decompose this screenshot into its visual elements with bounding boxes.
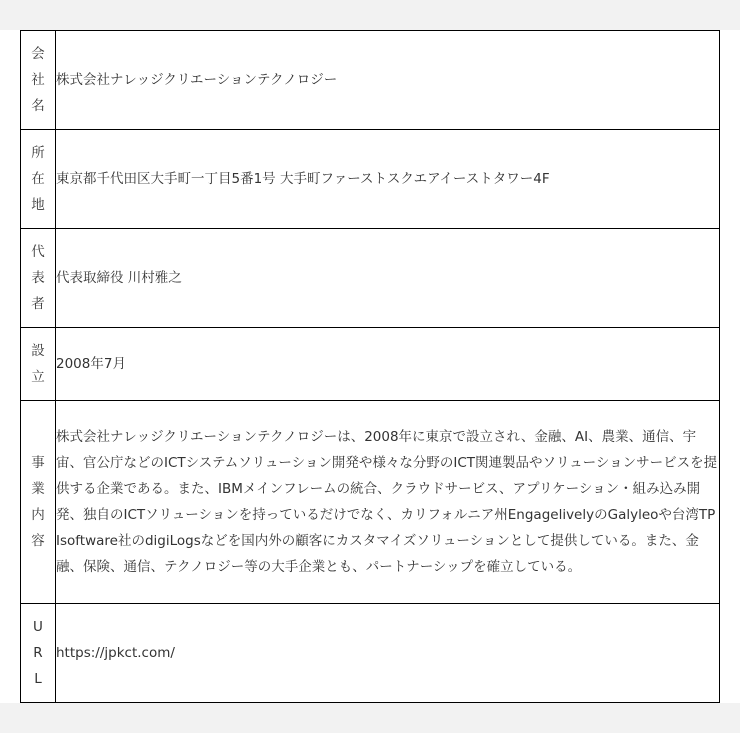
company-info-table xyxy=(20,30,720,703)
row-label: 所在地 xyxy=(31,145,45,213)
representative-value: 代表取締役 川村雅之 xyxy=(56,229,720,328)
row-label: 設立 xyxy=(31,343,45,385)
table-row-address xyxy=(21,130,720,229)
row-label-cell xyxy=(21,328,56,401)
row-label-cell xyxy=(21,604,56,703)
table-row-url xyxy=(21,604,720,703)
row-label: 代表者 xyxy=(31,244,45,312)
row-label-cell xyxy=(21,130,56,229)
company-name-value: 株式会社ナレッジクリエーションテクノロジー xyxy=(56,31,720,130)
business-description-value: 株式会社ナレッジクリエーションテクノロジーは、2008年に東京で設立され、金融、AI、農業、通信、宇宙、官公庁などのICTシステムソリューション開発や様々な分野のICT関連製品やソリューションサービスを提供する企業である。また、IBMメインフレームの統合、クラウドサービス、アプリケーション・組み込み開発、独自のICTソリューションを持っているだけでなく、カリフォルニア州EngagelivelyのGalyleoや台湾TPIsoftware社のdigiLogsなどを国内外の顧客にカスタマイズソリューションとして提供している。また、金融、保険、通信、テクノロジー等の大手企業とも、パートナーシップを確立している。 xyxy=(56,401,720,604)
table-row-company-name xyxy=(21,31,720,130)
founded-value: 2008年7月 xyxy=(56,328,720,401)
row-label: 事業内容 xyxy=(31,455,45,549)
url-value: https://jpkct.com/ xyxy=(56,604,720,703)
row-label-cell xyxy=(21,229,56,328)
table-row-founded xyxy=(21,328,720,401)
row-label-cell xyxy=(21,31,56,130)
row-label: URL xyxy=(33,619,43,687)
table-row-business xyxy=(21,401,720,604)
row-label: 会社名 xyxy=(31,46,45,114)
row-label-cell xyxy=(21,401,56,604)
page-content xyxy=(0,30,740,703)
table-row-representative xyxy=(21,229,720,328)
address-value: 東京都千代田区大手町一丁目5番1号 大手町ファーストスクエアイーストタワー4F xyxy=(56,130,720,229)
